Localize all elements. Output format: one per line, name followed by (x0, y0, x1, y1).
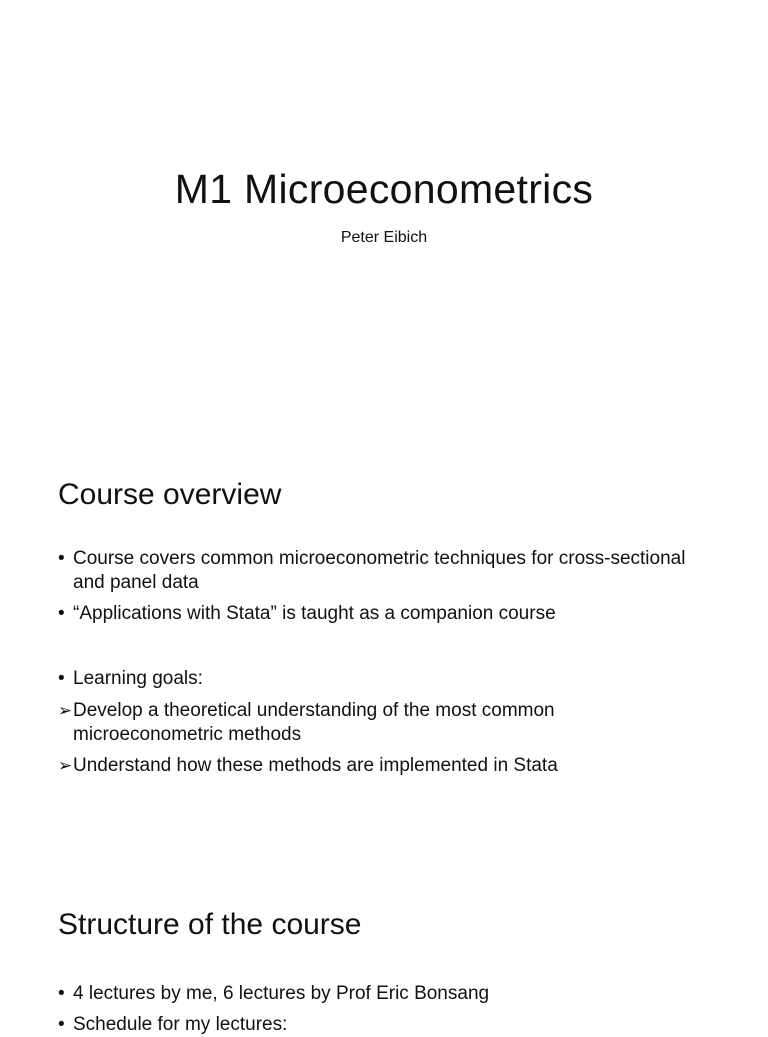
sub-bullet-item (58, 699, 698, 747)
sub-bullet-item (58, 754, 698, 778)
bullet-marker: • (58, 548, 65, 569)
slide-heading: Structure of the course (58, 908, 362, 941)
bullet-item (58, 547, 698, 595)
slide-heading: Course overview (58, 478, 282, 511)
bullet-marker: • (58, 983, 65, 1004)
bullet-text: Course covers common microeconometric techniques for cross-sectional and panel data (73, 548, 686, 593)
bullet-marker: • (58, 668, 65, 689)
bullet-marker: • (58, 1014, 65, 1035)
presentation-title: M1 Microeconometrics (174, 166, 594, 212)
bullet-text: Develop a theoretical understanding of the most common microeconometric methods (73, 700, 555, 745)
bullet-marker: • (58, 603, 65, 624)
overview-bullet-list (58, 547, 698, 778)
course-structure-slide (0, 864, 768, 1035)
structure-bullet-list (58, 982, 698, 1037)
bullet-text: Understand how these methods are implemented in Stata (73, 755, 558, 776)
bullet-text: Learning goals: (73, 668, 203, 689)
bullet-text: “Applications with Stata” is taught as a companion course (73, 603, 556, 624)
bullet-item (58, 602, 698, 626)
bullet-item (58, 667, 698, 691)
course-overview-slide (0, 432, 768, 864)
arrow-marker-icon: ➢ (58, 756, 73, 775)
title-slide (0, 0, 768, 432)
presenter-name: Peter Eibich (340, 229, 428, 246)
bullet-text: 4 lectures by me, 6 lectures by Prof Eric Bonsang (73, 983, 490, 1004)
bullet-text: Schedule for my lectures: (73, 1014, 288, 1035)
bullet-item (58, 982, 698, 1006)
bullet-item (58, 1013, 698, 1037)
arrow-marker-icon: ➢ (58, 701, 73, 720)
